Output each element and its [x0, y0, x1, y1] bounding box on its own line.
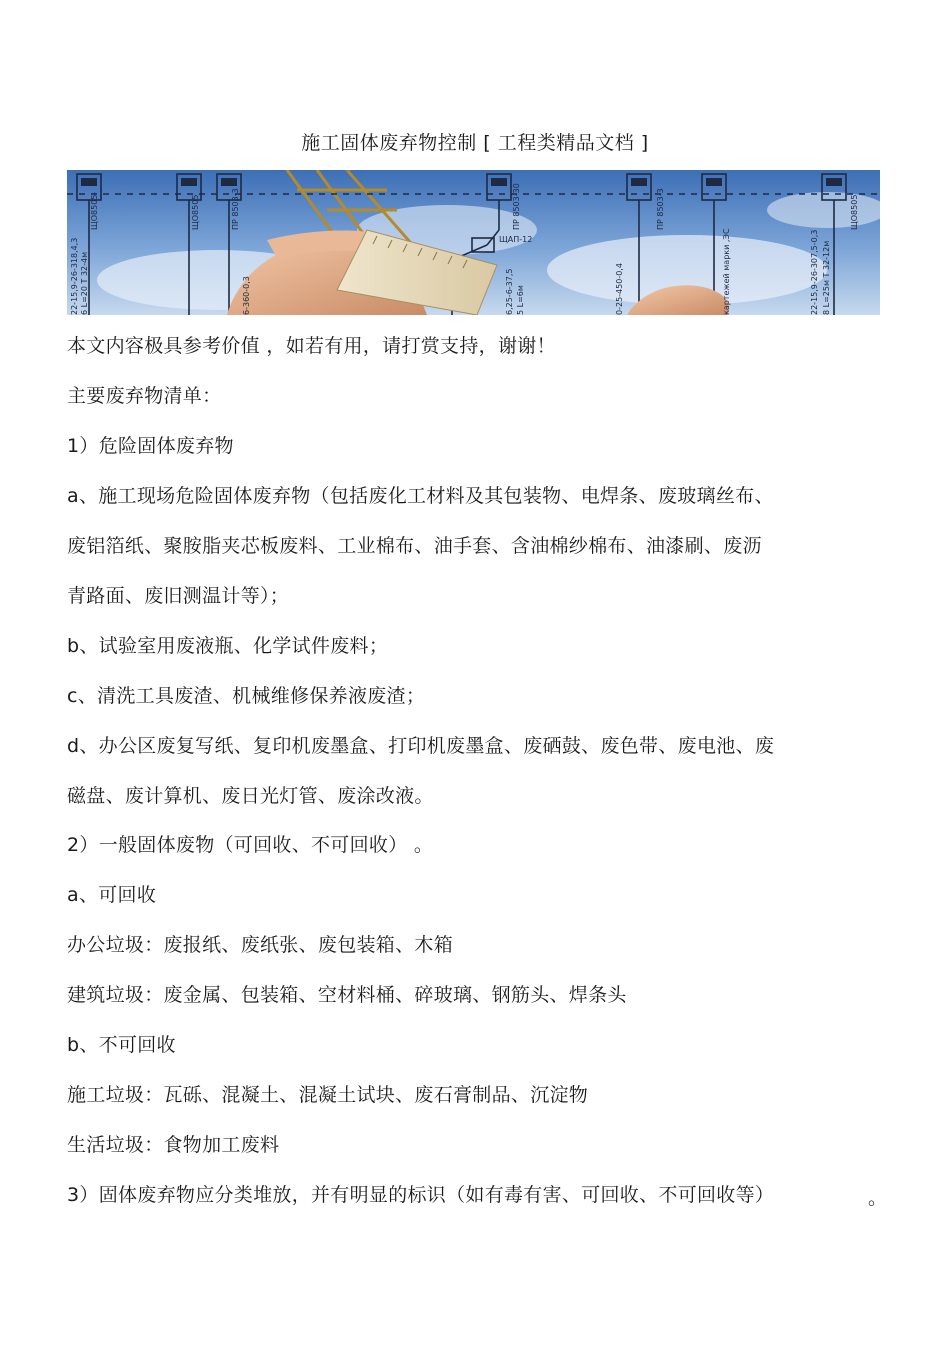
document-title: 施工固体废弃物控制 [ 工程类精品文档 ] [301, 132, 649, 154]
banner-label: ЩО8505 [191, 194, 200, 230]
text-line: d、办公区废复写纸、复印机废墨盒、打印机废墨盒、废硒鼓、废色带、废电池、废 [67, 735, 775, 757]
text-line: 建筑垃圾：废金属、包装箱、空材料桶、碎玻璃、钢筋头、焊条头 [67, 984, 627, 1006]
banner-label: ЩО8505- [90, 191, 99, 230]
text-line: c、清洗工具废渣、机械维修保养液废渣； [67, 685, 426, 707]
text-line: 青路面、废旧测温计等）； [67, 585, 290, 607]
banner-label: 6-360-0,3 [242, 276, 251, 315]
banner-label: ЩО8505 [850, 194, 859, 230]
text-line: 磁盘、废计算机、废日光灯管、废涂改液。 [67, 785, 434, 807]
text-line: b、试验室用废液瓶、化学试件废料； [67, 635, 389, 657]
trailing-period: 。 [868, 1187, 888, 1209]
banner-label: 0-25-450-0,4 [615, 263, 624, 315]
banner-label: 6,25-6-37,5 [505, 268, 514, 315]
banner-label: ПР 8503-30 [512, 183, 521, 230]
banner-image [67, 170, 880, 315]
text-line: a、施工现场危险固体废弃物（包括废化工材料及其包装物、电焊条、废玻璃丝布、 [67, 485, 774, 507]
text-line: 生活垃圾：食物加工废料 [67, 1134, 280, 1156]
banner-label: ПР 8503-3 [231, 188, 240, 230]
text-line: 主要废弃物清单： [67, 385, 222, 407]
text-line: 施工垃圾：瓦砾、混凝土、混凝土试块、废石膏制品、沉淀物 [67, 1084, 589, 1106]
text-line: 1）危险固体废弃物 [67, 435, 234, 457]
banner-label: ПР 8503-3 [656, 188, 665, 230]
text-line: 2）一般固体废物（可回收、不可回收） 。 [67, 834, 434, 856]
text-line: b、不可回收 [67, 1034, 176, 1056]
intro-text: 本文内容极具参考价值 ，如若有用，请打赏支持，谢谢！ [67, 335, 556, 357]
banner-illustration [67, 170, 880, 315]
text-line: a、可回收 [67, 884, 157, 906]
banner-label: 5 L=6м [516, 285, 525, 315]
banner-label: 22-15,9-26-318,4,3 [70, 237, 79, 315]
text-line: 废铝箔纸、聚胺脂夹芯板废料、工业棉布、油手套、含油棉纱棉布、油漆刷、废沥 [67, 535, 762, 557]
banner-label: 22-15,9-26-307,5-0,3 [810, 229, 819, 315]
banner-label: 8 L=25м T 32-12м [822, 240, 831, 315]
text-line: 办公垃圾：废报纸、废纸张、废包装箱、木箱 [67, 934, 454, 956]
banner-label: картежей марки ,ЭС [722, 228, 731, 315]
text-line: 3）固体废弃物应分类堆放，并有明显的标识（如有毒有害、可回收、不可回收等） [67, 1184, 775, 1206]
banner-label: ЩАП-12 [499, 235, 533, 244]
banner-label: 6 L=20 T 32-4м [80, 251, 89, 315]
